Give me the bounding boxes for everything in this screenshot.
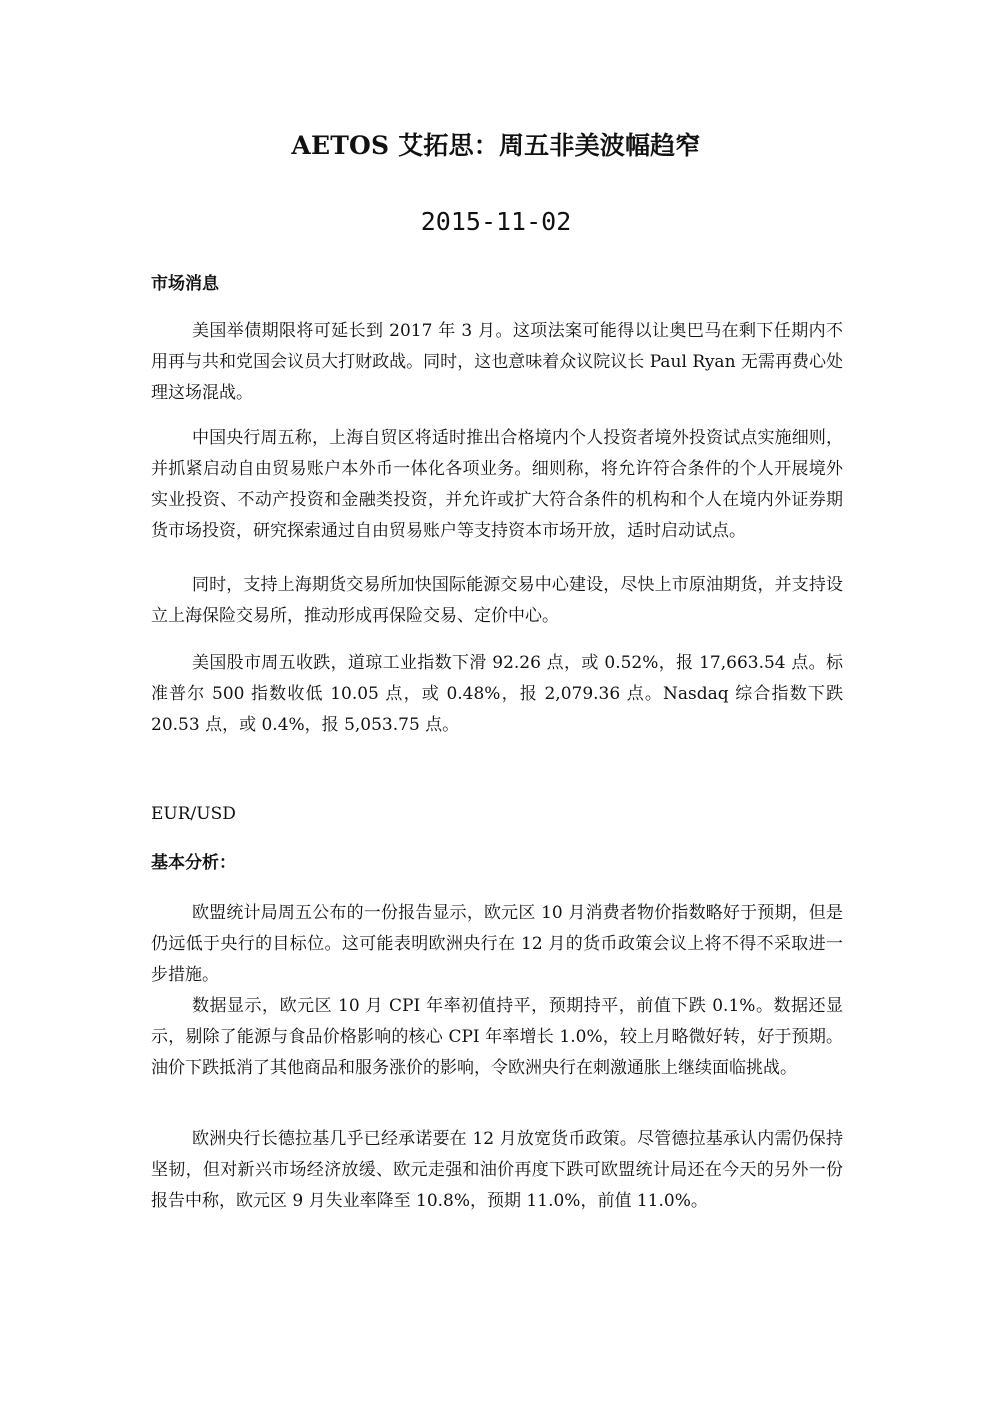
- paragraph-market-news-2: 中国央行周五称，上海自贸区将适时推出合格境内个人投资者境外投资试点实施细则，并抓紧启动自由贸易账户本外币一体化各项业务。细则称，将允许符合条件的个人开展境外实业投资、不动产投资和金融类投资，并允许或扩大符合条件的机构和个人在境内外证券期货市场投资，研究探索通过自由贸易账户等支持资本市场开放，适时启动试点。: [151, 428, 843, 541]
- section-heading-fundamental-analysis: 基本分析：: [151, 853, 236, 873]
- paragraph-market-news-1: 美国举债期限将可延长到 2017 年 3 月。这项法案可能得以让奥巴马在剩下任期内不用再与共和党国会议员大打财政战。同时，这也意味着众议院议长 Paul Ryan 无需再费心处理这场混战。: [151, 321, 843, 403]
- paragraph-eurusd-3: 欧洲央行长德拉基几乎已经承诺要在 12 月放宽货币政策。尽管德拉基承认内需仍保持坚韧，但对新兴市场经济放缓、欧元走强和油价再度下跌可欧盟统计局还在今天的另外一份报告中称，欧元区 9 月失业率降至 10.8%，预期 11.0%，前值 11.0%。: [151, 1129, 843, 1211]
- document-title: AETOS 艾拓思：周五非美波幅趋窄: [291, 131, 701, 160]
- document-date: 2015-11-02: [420, 207, 572, 236]
- paragraph-eurusd-2: 数据显示，欧元区 10 月 CPI 年率初值持平，预期持平，前值下跌 0.1%。数据还显示，剔除了能源与食品价格影响的核心 CPI 年率增长 1.0%，较上月略微好转，好于预期。油价下跌抵消了其他商品和服务涨价的影响，令欧洲央行在刺激通胀上继续面临挑战。: [151, 996, 843, 1078]
- paragraph-market-news-3: 同时，支持上海期货交易所加快国际能源交易中心建设，尽快上市原油期货，并支持设立上海保险交易所，推动形成再保险交易、定价中心。: [151, 575, 843, 626]
- paragraph-market-news-4: 美国股市周五收跌，道琼工业指数下滑 92.26 点，或 0.52%，报 17,663.54 点。标准普尔 500 指数收低 10.05 点，或 0.48%，报 2,079.36 点。Nasdaq 综合指数下跌 20.53 点，或 0.4%，报 5,053.75 点。: [151, 653, 843, 735]
- paragraph-eurusd-1: 欧盟统计局周五公布的一份报告显示，欧元区 10 月消费者物价指数略好于预期，但是仍远低于央行的目标位。这可能表明欧洲央行在 12 月的货币政策会议上将不得不采取进一步措施。: [151, 903, 843, 985]
- currency-pair-label: EUR/USD: [151, 804, 236, 824]
- section-heading-market-news: 市场消息: [151, 274, 219, 294]
